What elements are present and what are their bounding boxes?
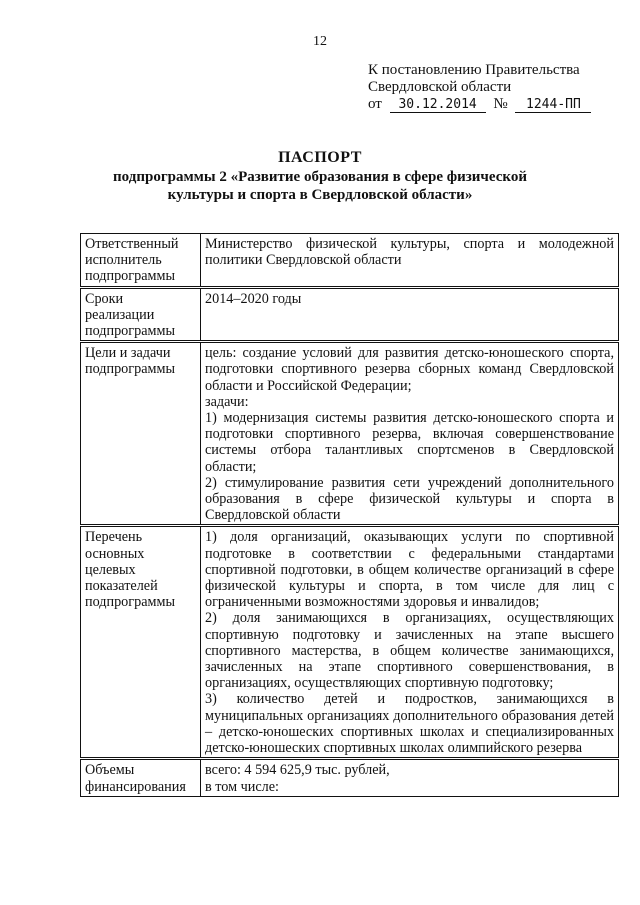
approval-number: 1244-ПП xyxy=(515,97,591,113)
content-paragraph: 2014–2020 годы xyxy=(205,290,302,307)
row-label: Сроки реализации подпрограммы xyxy=(81,287,201,342)
content-paragraph: цель: создание условий для развития детско-юношеского спорта, подготовки спортивного резерва сборных команд Свердловской области и Российской Федерации; xyxy=(205,345,614,394)
passport-table xyxy=(80,233,619,797)
table-row xyxy=(81,342,619,526)
number-prefix: № xyxy=(493,96,508,112)
page-number: 12 xyxy=(313,34,327,49)
row-content xyxy=(201,234,619,288)
date-prefix: от xyxy=(368,96,382,112)
content-paragraph: Министерство физической культуры, спорта и молодежной политики Свердловской области xyxy=(205,236,614,269)
table-row xyxy=(81,526,619,759)
table-row xyxy=(81,759,619,796)
row-content xyxy=(201,342,619,526)
content-paragraph: всего: 4 594 625,9 тыс. рублей, xyxy=(205,762,390,779)
approval-date-line xyxy=(368,96,591,113)
content-paragraph: 1) доля организаций, оказывающих услуги по спортивной подготовке в соответствии с федеральными стандартами спортивной подготовки, в общем количестве организаций в сфере физической культуры и спорта, в том числе для лиц с ограниченными возможностями здоровья и инвалидов; xyxy=(205,529,614,611)
row-label: Цели и задачи подпрограммы xyxy=(81,342,201,526)
table-row xyxy=(81,234,619,288)
approval-line-1: К постановлению Правительства xyxy=(368,62,580,78)
content-paragraph: 2) доля занимающихся в организациях, осуществляющих спортивную подготовку и зачисленных на этапе высшего спортивного мастерства, в общем количестве занимающихся, зачисленных на этапе спортивного совершенствования, в организациях, осуществляющих спортивную подготовку; xyxy=(205,610,614,692)
approval-line-2: Свердловской области xyxy=(368,79,512,95)
content-paragraph: 3) количество детей и подростков, занимающихся в муниципальных организациях дополнительного образования детей – детско-юношеских спортивных школах и специализированных детско-юношеских спортивных школах олимпийского резерва xyxy=(205,691,614,757)
row-content xyxy=(201,759,619,796)
row-label: Перечень основных целевых показателей подпрограммы xyxy=(81,526,201,759)
content-paragraph: задачи: xyxy=(205,393,249,410)
approval-date: 30.12.2014 xyxy=(390,97,486,113)
content-paragraph: 1) модернизация системы развития детско-юношеского спорта и подготовки спортивного резерва, включая совершенствование системы отбора талантливых спортсменов в Свердловской области; xyxy=(205,410,614,475)
row-content xyxy=(201,526,619,759)
subtitle-line-2: культуры и спорта в Свердловской области» xyxy=(167,187,473,203)
page-title: ПАСПОРТ xyxy=(278,149,362,166)
table-row xyxy=(81,287,619,342)
subtitle-line-1: подпрограммы 2 «Развитие образования в сфере физической xyxy=(113,169,527,185)
row-label: Ответственный исполнитель подпрограммы xyxy=(81,234,201,288)
approval-note xyxy=(368,62,591,113)
content-paragraph: в том числе: xyxy=(205,778,279,795)
passport-table-body xyxy=(81,234,619,797)
title-block xyxy=(0,148,640,204)
content-paragraph: 2) стимулирование развития сети учреждений дополнительного образования в сфере физической культуры и спорта в Свердловской области xyxy=(205,474,614,524)
row-content xyxy=(201,287,619,342)
row-label: Объемы финансирования xyxy=(81,759,201,796)
